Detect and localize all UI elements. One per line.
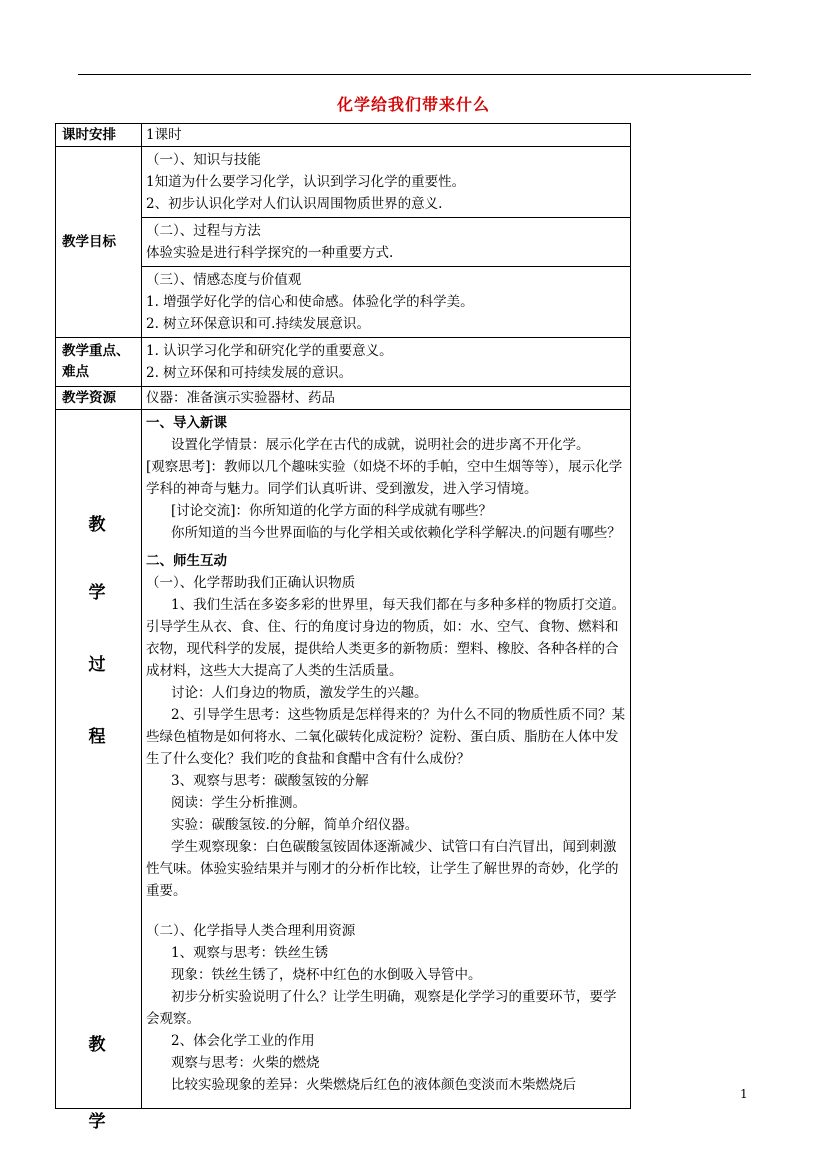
part2-heading: （二）、化学指导人类合理利用资源: [146, 923, 356, 939]
label-goals: 教学目标: [56, 147, 142, 338]
goals-attitude: （三）、情感态度与价值观 1. 增强学好化学的信心和使命感。体验化学的科学美。 2. 树立环保意识和可.持续发展意识。: [142, 267, 631, 338]
goals-knowledge: （一）、知识与技能 1知道为什么要学习化学，认识到学习化学的重要性。 2、初步认识化学对人们认识周围物质世界的意义.: [142, 147, 631, 218]
label-keypoints: 教学重点、 难点: [56, 338, 142, 387]
part1-heading: （一）、化学帮助我们正确认识物质: [146, 575, 356, 591]
process-label-char-4: 程: [88, 727, 106, 747]
row-goals-attitude: [56, 267, 631, 338]
label-schedule: 课时安排: [56, 124, 142, 147]
document-title: 化学给我们带来什么: [336, 95, 490, 114]
label-resources: 教学资源: [56, 387, 142, 410]
row-schedule: [56, 124, 631, 147]
keypoints-content: 1. 认识学习化学和研究化学的重要意义。 2. 树立环保和可持续发展的意识。: [142, 338, 631, 387]
page-number: 1: [740, 1087, 748, 1101]
row-process: [56, 410, 631, 1109]
process-label-char-3: 过: [88, 655, 106, 675]
process-label-char-1: 教: [88, 515, 106, 535]
process-content: 一、导入新课 设置化学情景：展示化学在古代的成就，说明社会的进步离不开化学。 [观察思考]：教师以几个趣味实验（如烧不坏的手帕，空中生烟等等），展示化学学科的神奇与魅力。同学们认真听讲、受到激发，进入学习情境。 [讨论交流]：你所知道的化学方面的科学成就有哪些？ 你所知道的当今世界面临的与化学相关或依赖化学科学解决.的问题有哪些？ 二、师生互动 （一）、化学帮助我们正确认识物质 1、我们生活在多姿多彩的世界里，每天我们都在与多种多样的物质打交道。引导学生从衣、食、住、行的角度讨身边的物质，如：水、空气、食物、燃料和衣物，现代科学的发展，提供给人类更多的新物质：塑料、橡胶、各种各样的合成材料，这些大大提高了人类的生活质量。 讨论：人们身边的物质，激发学生的兴趣。 2、引导学生思考：这些物质是怎样得来的？为什么不同的物质性质不同？某些绿色植物是如何将水、二氧化碳转化成淀粉？淀粉、蛋白质、脂肪在人体中发生了什么变化？我们吃的食盐和食醋中含有什么成份？ 3、观察与思考：碳酸氢铵的分解 阅读：学生分析推测。 实验：碳酸氢铵.的分解，简单介绍仪器。 学生观察现象：白色碳酸氢铵固体逐渐减少、试管口有白汽冒出，闻到刺激性气味。体验实验结果并与刚才的分析作比较，让学生了解世界的奇妙，化学的重要。 （二）、化学指导人类合理利用资源 1、观察与思考：铁丝生锈 现象：铁丝生锈了，烧杯中红色的水倒吸入导管中。 初步分析实验说明了什么？让学生明确，观察是化学学习的重要环节，要学会观察。 2、体会化学工业的作用 观察与思考：火柴的燃烧 比较实验现象的差异：火柴燃烧后红色的液体颜色变淡而木柴燃烧后: [142, 410, 631, 1109]
process-label-char-5: 教: [88, 1035, 106, 1055]
intro-heading: 一、导入新课: [146, 415, 227, 431]
lesson-plan-table: [55, 123, 631, 1109]
value-resources: 仪器：准备演示实验器材、药品: [142, 387, 631, 410]
row-goals-process: [56, 218, 631, 267]
row-keypoints: [56, 338, 631, 387]
process-label-char-6: 学: [88, 1112, 106, 1132]
row-goals-knowledge: [56, 147, 631, 218]
interaction-heading: 二、师生互动: [146, 553, 227, 569]
goals-process: （二）、过程与方法 体验实验是进行科学探究的一种重要方式.: [142, 218, 631, 267]
header-rule: [78, 74, 751, 75]
row-resources: [56, 387, 631, 410]
process-label-char-2: 学: [88, 583, 106, 603]
value-schedule: 1课时: [142, 124, 631, 147]
